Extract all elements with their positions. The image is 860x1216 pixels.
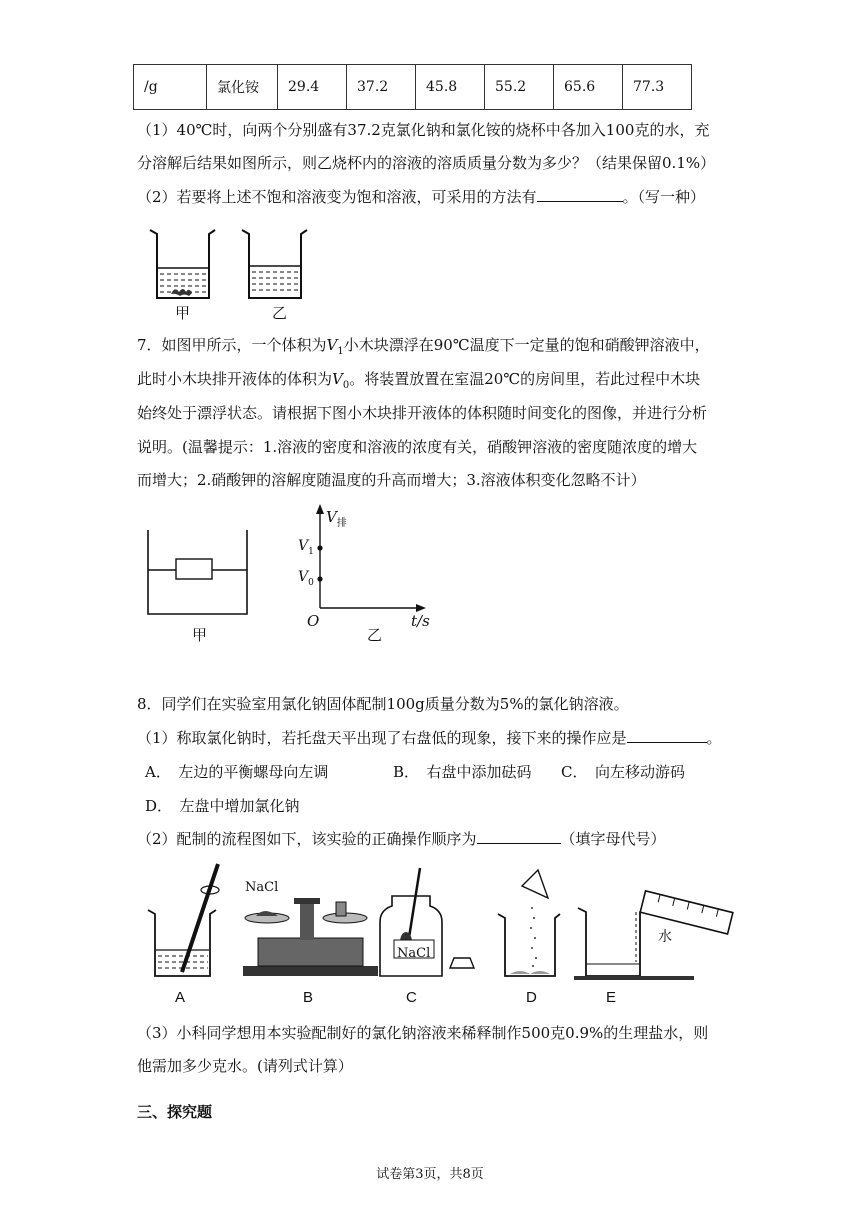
figure-label: 乙 [367, 627, 383, 644]
origin-label: O [307, 612, 320, 630]
figure-label: 甲 [192, 627, 208, 644]
q8-part2 [137, 829, 666, 849]
weight [336, 902, 346, 916]
q6-part2-end: 。（写一种） [622, 188, 706, 206]
value-cell: 37.2 [347, 65, 416, 110]
q6-part2-text: （2）若要将上述不饱和溶液变为饱和溶液，可采用的方法有 [137, 188, 537, 206]
figure-label: B [303, 989, 314, 1006]
figure-label: E [606, 989, 617, 1006]
measuring-cylinder [640, 891, 733, 934]
q8-part2-end: （填字母代号） [560, 830, 666, 848]
substance-cell: 氯化铵 [207, 65, 278, 110]
sub: 0 [308, 577, 314, 588]
value-cell: 45.8 [416, 65, 485, 110]
var: V [332, 370, 343, 388]
tick-v0-label [298, 569, 314, 588]
sub: 排 [336, 518, 347, 529]
q7-line2 [137, 369, 700, 396]
figure-label: D [526, 989, 537, 1006]
value-cell: 55.2 [485, 65, 554, 110]
q8-part3-line1: （3）小科同学想用本实验配制好的氯化钠溶液来稀释制作500克0.9%的生理盐水，则 [137, 1024, 709, 1042]
tick-v0-dot [317, 576, 322, 581]
sub: 0 [342, 380, 350, 391]
beaker-jia [150, 230, 215, 298]
figure-label: A [175, 989, 186, 1006]
page-footer: 试卷第3页，共8页 [376, 1167, 484, 1182]
axis-x-label: t/s [411, 612, 430, 630]
option-b[interactable]: B． 右盘中添加砝码 [393, 763, 532, 781]
figure-label: 甲 [175, 305, 191, 322]
var: V [298, 538, 309, 554]
answer-blank[interactable] [627, 728, 707, 743]
figure-label: 乙 [272, 305, 288, 322]
water-label: 水 [658, 928, 672, 944]
q8-part3-line2: 他需加多少克水。(请列式计算） [137, 1057, 353, 1075]
option-c[interactable]: C． 向左移动游码 [561, 763, 685, 781]
q6-part1-line1: （1）40℃时，向两个分别盛有37.2克氯化钠和氯化铵的烧杯中各加入100克的水，充 [137, 121, 710, 139]
nacl-label-c: NaCl [397, 946, 431, 961]
value-cell: 29.4 [278, 65, 347, 110]
var: V [298, 569, 309, 585]
tick-v1-label [298, 538, 314, 557]
step-b-balance [243, 898, 378, 976]
section-heading: 三、探究题 [137, 1103, 213, 1121]
q6-part1-line2: 分溶解后结果如图所示，则乙烧杯内的溶液的溶质质量分数为多少？（结果保留0.1%） [137, 154, 716, 172]
figure-label: C [406, 989, 417, 1006]
q6-part2 [137, 187, 705, 207]
option-a[interactable]: A． 左边的平衡螺母向左调 [145, 763, 329, 781]
text: 。将装置放置在室温20℃的房间里，若此过程中木块 [349, 370, 701, 388]
q8-part1-text: （1）称取氯化钠时，若托盘天平出现了右盘低的现象，接下来的操作应是 [137, 729, 627, 747]
answer-blank[interactable] [477, 829, 561, 844]
q8-part1-end: 。 [706, 729, 722, 747]
table-row [134, 65, 692, 110]
weighing-paper [522, 870, 548, 898]
container-jia [148, 530, 247, 614]
step-a-stirring [148, 864, 219, 976]
value-cell: 77.3 [623, 65, 692, 110]
value-cell: 65.6 [554, 65, 623, 110]
beakers-figure [145, 222, 325, 322]
q8-part2-text: （2）配制的流程图如下，该实验的正确操作顺序为 [137, 830, 477, 848]
stopper [450, 958, 474, 968]
nacl-label-b: NaCl [245, 880, 279, 895]
float-figure [140, 500, 440, 650]
q7-line4: 说明。(温馨提示：1.溶液的密度和溶液的浓度有关，硝酸钾溶液的密度随浓度的增大 [137, 438, 698, 456]
var: V [326, 508, 337, 526]
wood-block [176, 559, 212, 579]
axis-y-label [326, 508, 347, 529]
beaker-yi [242, 230, 307, 298]
text: 7．如图甲所示，一个体积为 [137, 336, 327, 354]
step-d-pour-salt [498, 870, 560, 976]
q8-part1 [137, 728, 722, 748]
sub: 1 [337, 346, 344, 357]
q8-stem: 8．同学们在实验室用氯化钠固体配制100g质量分数为5%的氯化钠溶液。 [137, 695, 629, 713]
tick-v1-dot [317, 545, 322, 550]
option-d[interactable]: D． 左盘中增加氯化钠 [145, 797, 300, 815]
q7-line5: 而增大；2.硝酸钾的溶解度随温度的升高而增大；3.溶液体积变化忽略不计） [137, 471, 646, 489]
var: V [326, 336, 338, 354]
text: 此时小木块排开液体的体积为 [137, 370, 333, 388]
undissolved-solid [171, 289, 192, 296]
sub: 1 [308, 546, 314, 557]
procedure-figure [140, 858, 740, 988]
solubility-table [133, 64, 692, 110]
answer-blank[interactable] [537, 187, 623, 202]
text: 小木块漂浮在90℃温度下一定量的饱和硝酸钾溶液中， [343, 336, 710, 354]
q7-line3: 始终处于漂浮状态。请根据下图小木块排开液体的体积随时间变化的图像，并进行分析 [137, 404, 708, 422]
q7-line1 [137, 335, 710, 362]
unit-cell: /g [134, 65, 207, 110]
step-e-pour-water [574, 891, 733, 980]
